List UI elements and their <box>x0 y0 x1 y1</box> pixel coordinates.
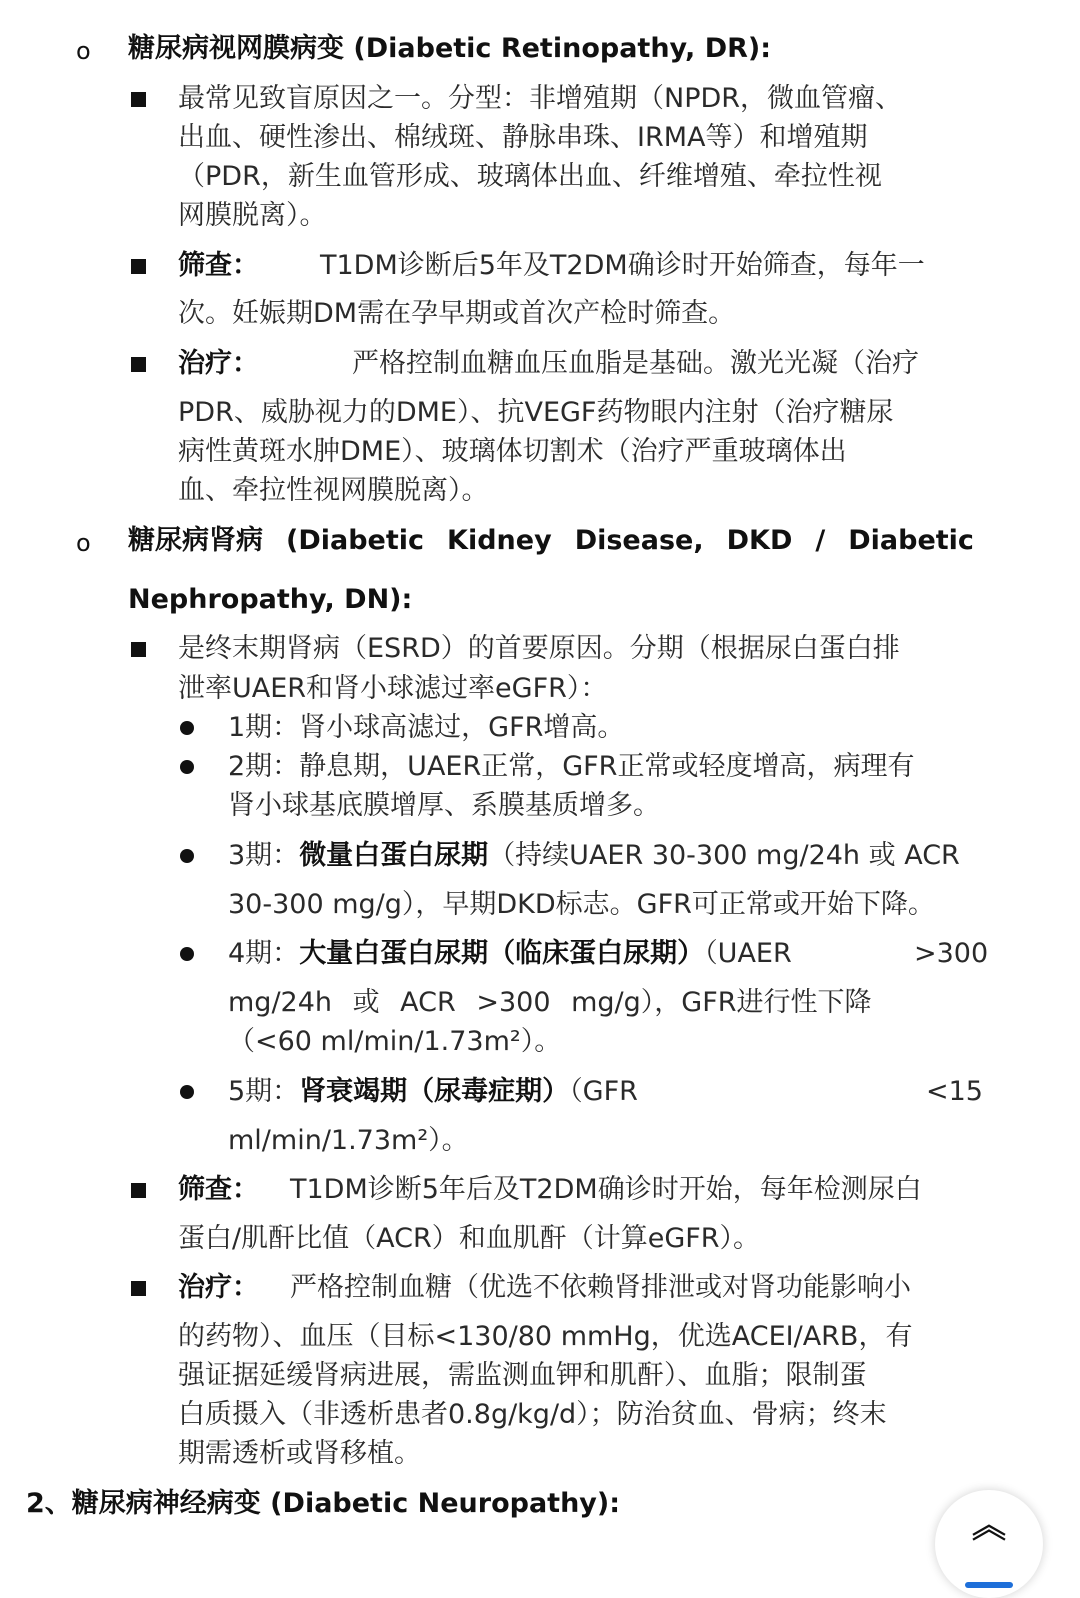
dr-treatment-label: 治疗： <box>178 348 259 379</box>
dkd-treatment-text: 强证据延缓肾病进展，需监测血钾和肌酐）、血脂；限制蛋 <box>178 1360 867 1391</box>
dkd-intro-line: 是终末期肾病（ESRD）的首要原因。分期（根据尿白蛋白排 <box>178 633 900 664</box>
dkd-stage-4-value: >300 <box>914 938 989 969</box>
circle-bullet-icon: o <box>76 529 91 557</box>
dkd-heading-word: (Diabetic <box>286 525 425 556</box>
square-bullet-icon <box>131 259 146 274</box>
dr-treatment-text: 血、牵拉性视网膜脱离）。 <box>178 475 489 506</box>
dkd-stage-5-prefix: 5期： <box>228 1076 300 1107</box>
dkd-stage-4-prefix: 4期： <box>228 938 300 969</box>
dot-bullet-icon <box>180 947 194 961</box>
dkd-stage-2: 2期：静息期，UAER正常，GFR正常或轻度增高，病理有 <box>228 751 915 782</box>
dr-heading-en: (Diabetic Retinopathy, DR): <box>344 33 772 64</box>
dkd-treatment-text: 白质摄入（非透析患者0.8g/kg/d）；防治贫血、骨病；终末 <box>178 1399 887 1430</box>
dkd-stage-5-value: <15 <box>926 1076 983 1107</box>
dkd-heading-line2: Nephropathy, DN): <box>128 584 413 615</box>
dkd-heading-word: / <box>815 525 826 556</box>
dkd-stage-3-prefix: 3期： <box>228 840 300 871</box>
dkd-stage-2: 肾小球基底膜增厚、系膜基质增多。 <box>228 790 660 821</box>
square-bullet-icon <box>131 92 146 107</box>
dr-screening-label: 筛查： <box>178 250 259 281</box>
dkd-stage-5 <box>228 1075 638 1109</box>
dr-heading <box>128 32 771 66</box>
dr-treatment-text: 病性黄斑水肿DME）、玻璃体切割术（治疗严重玻璃体出 <box>178 436 847 467</box>
dkd-stage-4 <box>228 937 792 971</box>
dkd-stage-5-detail: （GFR <box>569 1076 638 1107</box>
dkd-heading-word: Kidney <box>447 525 552 556</box>
square-bullet-icon <box>131 642 146 657</box>
dkd-treatment-label: 治疗： <box>178 1272 259 1303</box>
square-bullet-icon <box>131 1281 146 1296</box>
scroll-indicator <box>965 1582 1013 1588</box>
dr-screening-text: T1DM诊断后5年及T2DM确诊时开始筛查，每年一 <box>320 250 925 281</box>
dkd-stage-3: 30-300 mg/g），早期DKD标志。GFR可正常或开始下降。 <box>228 889 935 920</box>
scroll-to-top-button[interactable] <box>935 1490 1043 1598</box>
dkd-heading <box>128 524 974 558</box>
dr-screening-text: 次。妊娠期DM需在孕早期或首次产检时筛查。 <box>178 298 736 329</box>
dkd-stage-5-name: 肾衰竭期（尿毒症期） <box>299 1076 570 1107</box>
dkd-treatment-text: 期需透析或肾移植。 <box>178 1438 421 1469</box>
dkd-heading-word: Disease, <box>574 525 704 556</box>
square-bullet-icon <box>131 1183 146 1198</box>
dr-overview-line: 网膜脱离）。 <box>178 200 327 231</box>
circle-bullet-icon: o <box>76 37 91 65</box>
dkd-screening-text: 蛋白/肌酐比值（ACR）和血肌酐（计算eGFR）。 <box>178 1223 761 1254</box>
dkd-stage-5: ml/min/1.73m²）。 <box>228 1125 469 1156</box>
dkd-stage-3-detail: （持续UAER 30-300 mg/24h 或 ACR <box>488 840 960 871</box>
dot-bullet-icon <box>180 849 194 863</box>
dkd-screening-label: 筛查： <box>178 1174 259 1205</box>
dkd-intro-line: 泄率UAER和肾小球滤过率eGFR）： <box>178 673 608 704</box>
square-bullet-icon <box>131 357 146 372</box>
dr-treatment-text: PDR、威胁视力的DME）、抗VEGF药物眼内注射（治疗糖尿 <box>178 397 894 428</box>
dr-heading-cn: 糖尿病视网膜病变 <box>128 33 344 64</box>
dr-overview-line: 出血、硬性渗出、棉绒斑、静脉串珠、IRMA等）和增殖期 <box>178 122 868 153</box>
dkd-heading-cn: 糖尿病肾病 <box>128 525 263 556</box>
dkd-stage-4-detail: （UAER <box>704 938 792 969</box>
dkd-stage-4-name: 大量白蛋白尿期（临床蛋白尿期） <box>299 938 705 969</box>
dkd-stage-4: mg/24h 或 ACR >300 mg/g），GFR进行性下降 <box>228 987 872 1018</box>
dkd-treatment-text: 的药物）、血压（目标<130/80 mmHg，优选ACEI/ARB，有 <box>178 1321 913 1352</box>
dr-overview-line: （PDR，新生血管形成、玻璃体出血、纤维增殖、牵拉性视 <box>178 161 882 192</box>
dkd-stage-1: 1期：肾小球高滤过，GFR增高。 <box>228 712 625 743</box>
dkd-heading-word: Diabetic <box>848 525 974 556</box>
dr-overview-line: 最常见致盲原因之一。分型：非增殖期（NPDR，微血管瘤、 <box>178 83 903 114</box>
section-2-heading: 2、糖尿病神经病变 (Diabetic Neuropathy): <box>26 1488 621 1519</box>
dkd-heading-word: DKD <box>726 525 793 556</box>
dr-treatment-text: 严格控制血糖血压血脂是基础。激光光凝（治疗 <box>352 348 919 379</box>
dot-bullet-icon <box>180 1085 194 1099</box>
dkd-stage-3-name: 微量白蛋白尿期 <box>299 840 489 871</box>
dot-bullet-icon <box>180 721 194 735</box>
dkd-treatment-text: 严格控制血糖（优选不依赖肾排泄或对肾功能影响小 <box>290 1272 911 1303</box>
dot-bullet-icon <box>180 760 194 774</box>
dkd-stage-3 <box>228 839 960 873</box>
dkd-stage-4: （<60 ml/min/1.73m²）。 <box>228 1026 562 1057</box>
dkd-screening-text: T1DM诊断5年后及T2DM确诊时开始，每年检测尿白 <box>290 1174 922 1205</box>
double-chevron-up-icon: ︽ <box>972 1506 1006 1546</box>
